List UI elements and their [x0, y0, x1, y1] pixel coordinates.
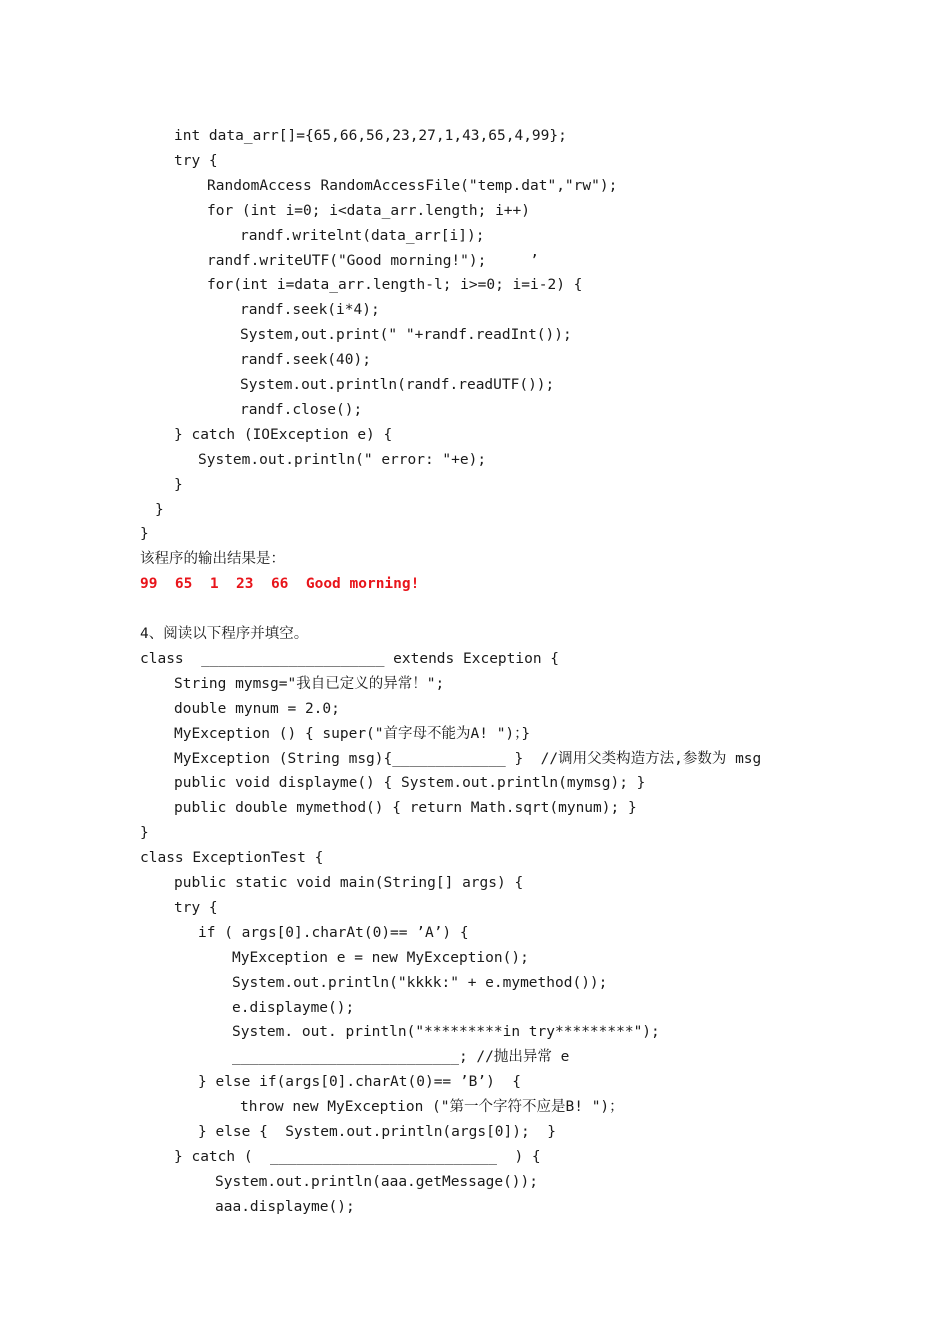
code-line: MyException e = new MyException();	[232, 949, 529, 966]
code-line: 4、阅读以下程序并填空。	[140, 626, 309, 642]
code-line: randf.close();	[240, 401, 363, 418]
code-line: randf.writelnt(data_arr[i]);	[240, 227, 485, 244]
code-line: for(int i=data_arr.length-l; i>=0; i=i-2) {	[207, 277, 583, 294]
code-line: e.displayme();	[232, 999, 355, 1016]
code-line: throw new MyException ("第一个字符不应是B! ")；	[240, 1099, 624, 1116]
code-line: randf.seek(40);	[240, 352, 371, 369]
code-line: try {	[174, 899, 218, 916]
code-line: String mymsg="我自已定义的异常！";	[174, 675, 445, 692]
code-line: } else if(args[0].charAt(0)== ’B’) {	[198, 1074, 522, 1091]
code-line: System.out.println(aaa.getMessage());	[215, 1173, 539, 1190]
code-line: aaa.displayme();	[215, 1198, 355, 1215]
code-line: } else { System.out.println(args[0]); }	[198, 1124, 556, 1140]
code-line: public double mymethod() { return Math.sqrt(mynum); }	[174, 800, 637, 817]
code-line: } catch ( __________________________ ) {	[174, 1148, 541, 1165]
code-line: public static void main(String[] args) {	[174, 875, 524, 891]
code-line: MyException (String msg){_____________ } //调用父类构造方法,参数为 msg	[174, 750, 762, 767]
code-line: randf.writeUTF("Good morning!"); ’	[207, 252, 539, 269]
code-line: System.out.println(" error: "+e);	[198, 451, 487, 468]
code-line: }	[155, 501, 164, 518]
code-line: class _____________________ extends Exception {	[140, 650, 560, 667]
code-line: System.out.println(randf.readUTF());	[240, 377, 555, 393]
answer-line: 99 65 1 23 66 Good morning!	[140, 576, 420, 593]
code-line: try {	[174, 152, 218, 169]
code-line: } catch (IOException e) {	[174, 426, 393, 443]
code-line: }	[174, 476, 183, 493]
code-line: System.out.println("kkkk:" + e.mymethod());	[232, 974, 608, 991]
code-line: for (int i=0; i<data_arr.length; i++)	[207, 202, 531, 219]
code-line: System. out. println("*********in try*********");	[232, 1024, 660, 1041]
code-line: int data_arr[]={65,66,56,23,27,1,43,65,4,99};	[174, 128, 567, 144]
code-line: }	[140, 526, 149, 543]
code-line: RandomAccess RandomAccessFile("temp.dat","rw");	[207, 177, 618, 194]
code-line: double mynum = 2.0;	[174, 700, 340, 717]
code-line: if ( args[0].charAt(0)== ’A’) {	[198, 924, 469, 941]
code-line: randf.seek(i*4);	[240, 302, 380, 319]
code-line: __________________________; //抛出异常 e	[232, 1049, 570, 1066]
code-line: 该程序的输出结果是：	[140, 551, 285, 568]
code-line: System,out.print(" "+randf.readInt());	[240, 327, 572, 344]
code-line: class ExceptionTest {	[140, 850, 324, 867]
code-line: }	[140, 825, 149, 842]
code-line: MyException () { super("首字母不能为A! ")；}	[174, 725, 531, 742]
code-line: public void displayme() { System.out.println(mymsg); }	[174, 775, 646, 792]
